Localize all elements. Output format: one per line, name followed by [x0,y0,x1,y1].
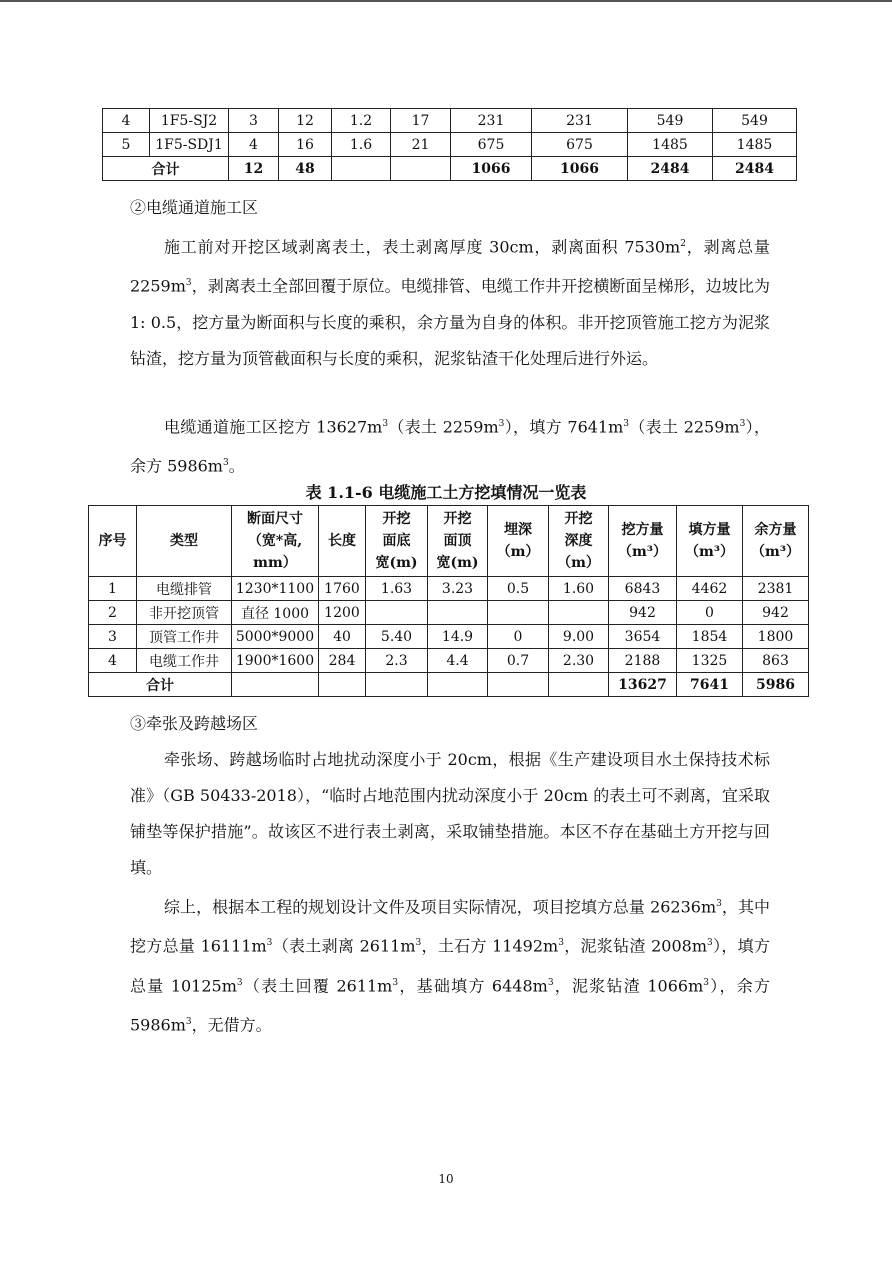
column-header [549,506,609,577]
header-line: 挖方量 [621,522,664,538]
table-cell [366,673,428,697]
table-cell: 电缆工作井 [137,649,232,673]
table-cell: 1.6 [332,133,391,157]
table-cell: 1066 [451,157,532,181]
table-cell: 1800 [743,625,809,649]
table-cell: 21 [391,133,451,157]
header-line: 开挖 [564,511,593,527]
table-cell: 6843 [609,577,677,601]
table-cell: 863 [743,649,809,673]
table-cell: 0 [677,601,743,625]
table-cell [549,601,609,625]
table-cell: 2381 [743,577,809,601]
table-cell: 549 [713,109,797,133]
table-cell: 3654 [609,625,677,649]
table-cell: 1900*1600 [232,649,319,673]
table-cell: 5.40 [366,625,428,649]
table-cell: 549 [628,109,713,133]
table-cell: 14.9 [428,625,488,649]
table-cell: 1.63 [366,577,428,601]
header-line: （m³） [751,544,800,560]
table-cell: 3 [229,109,279,133]
total-label: 合计 [103,157,229,181]
page-number: 10 [438,1172,454,1186]
table-continuation [102,108,797,181]
header-line: 埋深 [504,522,532,538]
table-cell [332,157,391,181]
header-line: （m） [496,544,540,560]
header-line: （m³） [685,544,734,560]
table-total-row [103,157,797,181]
table-cell: 4 [229,133,279,157]
table-cell: 电缆排管 [137,577,232,601]
table-cell: 5 [103,133,150,157]
table-cell: 1 [89,577,137,601]
header-line: 面底 [382,533,411,549]
table-cell: 2 [89,601,137,625]
table-cell: 1325 [677,649,743,673]
table-cell: 12 [229,157,279,181]
table-cell: 4 [89,649,137,673]
table-cell: 0.7 [488,649,549,673]
table-cell: 2484 [628,157,713,181]
header-line: 开挖 [382,511,411,527]
column-header [366,506,428,577]
header-line: （宽*高, [247,533,303,549]
table-header-row [89,506,809,577]
header-line: 宽(m) [375,555,418,571]
table-cell: 3 [89,625,137,649]
table-cell: 13627 [609,673,677,697]
header-line: 面顶 [443,533,472,549]
column-header [743,506,809,577]
column-header [488,506,549,577]
header-line: 宽(m) [436,555,479,571]
table-cell: 942 [609,601,677,625]
table-row [103,109,797,133]
table-cell: 5000*9000 [232,625,319,649]
table-cell: 1485 [628,133,713,157]
table-cell: 12 [279,109,332,133]
page-top-border [0,0,892,2]
column-header [89,506,137,577]
table-cell: 非开挖顶管 [137,601,232,625]
table-cell: 1760 [319,577,366,601]
section2-paragraph-1: 施工前对开挖区域剥离表土，表土剥离厚度 30cm，剥离面积 $7530m^2$，剥离总量 $2259m^3$，剥离表土全部回覆于原位。电缆排管、电缆工作井开挖横断面呈梯形，边坡比为 1: 0.5，挖方量为断面积与长度的乘积，余方量为自身的体积。非开挖顶管施工挖方为泥浆钻渣，挖方量为顶管截面积与长度的乘积，泥浆钻渣干化处理后进行外运。 [130,237,770,368]
table-cell: 3.23 [428,577,488,601]
table-cell: 675 [532,133,628,157]
table-cell: 4.4 [428,649,488,673]
table-cell [319,673,366,697]
table-cell [428,673,488,697]
table-row [89,649,809,673]
header-line: 长度 [328,533,356,549]
table-cell: 284 [319,649,366,673]
table-cell: 16 [279,133,332,157]
table-cell: 1.2 [332,109,391,133]
table-row [89,625,809,649]
column-header [319,506,366,577]
section2-heading: ②电缆通道施工区 [130,198,259,217]
section3-heading: ③牵张及跨越场区 [130,714,259,733]
table-cell [428,601,488,625]
table-cell [549,673,609,697]
table-cell: 4462 [677,577,743,601]
table-cell: 1200 [319,601,366,625]
table-cell: 942 [743,601,809,625]
table-cell: 1.60 [549,577,609,601]
table-cell: 231 [532,109,628,133]
table-cell: 顶管工作井 [137,625,232,649]
table-cell: 1F5-SDJ1 [150,133,229,157]
table-row [103,133,797,157]
header-line: mm） [253,555,297,571]
header-line: 类型 [170,533,198,549]
summary-paragraph: 综上，根据本工程的规划设计文件及项目实际情况，项目挖填方总量 $26236m^3$，其中挖方总量 $16111m^3$（表土剥离 $2611m^3$，土石方 $11492m^3$，泥浆钻渣 $2008m^3$），填方总量 $10125m^3$（表土回覆 $2611m^3$，基础填方 $6448m^3$，泥浆钻渣 $1066m^3$），余方 $5986m^3$，无借方。 [130,897,770,1035]
table-cell: 2188 [609,649,677,673]
table-cell: 9.00 [549,625,609,649]
header-line: （m） [557,555,600,571]
header-line: 填方量 [688,522,731,538]
table-total-row [89,673,809,697]
table-cell: 7641 [677,673,743,697]
table-cell: 48 [279,157,332,181]
table-cell: 40 [319,625,366,649]
table-cell: 5986 [743,673,809,697]
table-row [89,601,809,625]
table-cell: 1066 [532,157,628,181]
table-cell: 2484 [713,157,797,181]
table-cell [366,601,428,625]
table-cell [232,673,319,697]
section2-paragraph-2: 电缆通道施工区挖方 $13627m^3$（表土 $2259m^3$），填方 $7641m^3$（表土 $2259m^3$），余方 $5986m^3$。 [130,417,770,476]
table-cell: 0.5 [488,577,549,601]
header-line: 余方量 [754,522,797,538]
header-line: 序号 [98,533,127,549]
table-cell [488,601,549,625]
table-cell: 直径 1000 [232,601,319,625]
table-caption: 表 1.1-6 电缆施工土方挖填情况一览表 [305,483,587,502]
total-label: 合计 [89,673,232,697]
table-cell [488,673,549,697]
table-cell: 1F5-SJ2 [150,109,229,133]
column-header [232,506,319,577]
table-cell: 1854 [677,625,743,649]
section3-paragraph: 牵张场、跨越场临时占地扰动深度小于 20cm，根据《生产建设项目水土保持技术标准》（GB 50433-2018），“临时占地范围内扰动深度小于 20cm 的表土可不剥离，宜采取铺垫等保护措施”。故该区不进行表土剥离，采取铺垫措施。本区不存在基础土方开挖与回填。 [130,750,770,877]
table-cell: 17 [391,109,451,133]
column-header [137,506,232,577]
table-cell: 1485 [713,133,797,157]
table-cell: 231 [451,109,532,133]
header-line: 开挖 [443,511,472,527]
table-cell: 1230*1100 [232,577,319,601]
column-header [609,506,677,577]
table-cell [391,157,451,181]
table-cell: 4 [103,109,150,133]
header-line: 深度 [564,533,593,549]
table-cell: 2.3 [366,649,428,673]
table-cell: 2.30 [549,649,609,673]
table-cell: 675 [451,133,532,157]
column-header [677,506,743,577]
column-header [428,506,488,577]
table-cell: 0 [488,625,549,649]
table-row [89,577,809,601]
earthwork-table [88,505,809,697]
header-line: 断面尺寸 [247,511,303,527]
header-line: （m³） [618,544,667,560]
